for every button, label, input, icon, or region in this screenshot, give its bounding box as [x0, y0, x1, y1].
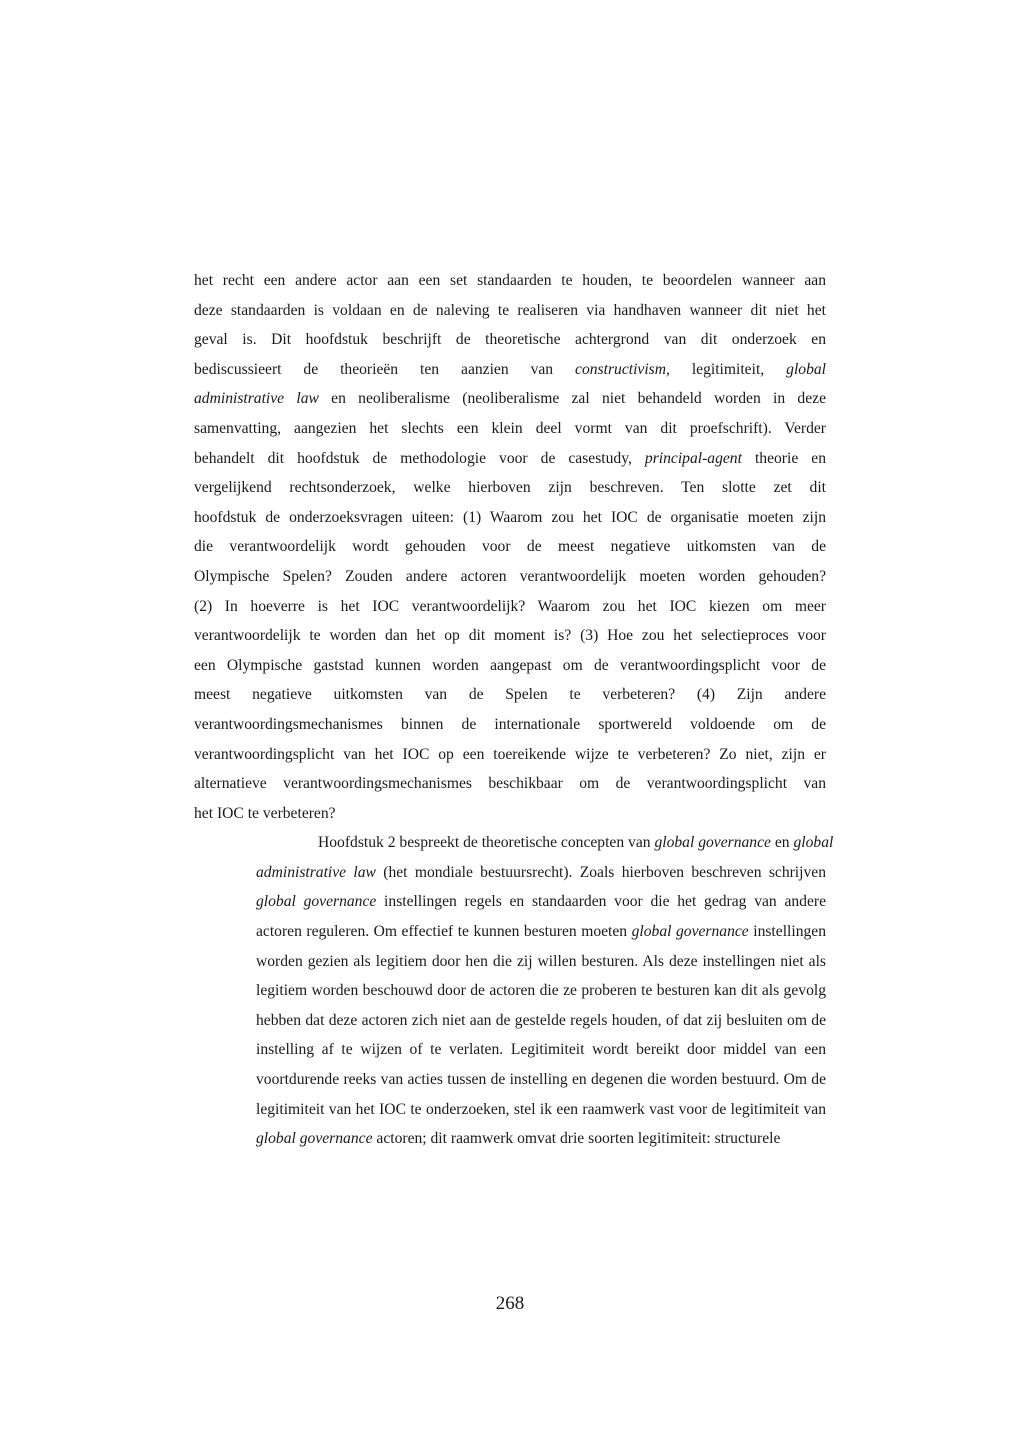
text-line	[194, 799, 826, 829]
text-line	[194, 503, 826, 533]
text-line	[194, 266, 826, 296]
italic-term: administrative law	[256, 863, 376, 881]
text-run: instelling af te wijzen of te verlaten. Legitimiteit wordt bereikt door middel van een	[256, 1041, 826, 1059]
text-line	[194, 858, 826, 888]
text-run: worden gezien als legitiem door hen die zij willen besturen. Als deze instellingen niet als	[256, 952, 826, 970]
text-run: actoren reguleren. Om effectief te kunnen besturen moeten	[256, 923, 632, 941]
text-line	[194, 887, 826, 917]
italic-term: global governance	[256, 893, 377, 911]
text-line	[194, 1006, 826, 1036]
text-run: geval is. Dit hoofdstuk beschrijft de theoretische achtergrond van dit onderzoek en	[194, 331, 826, 349]
text-run: behandelt dit hoofdstuk de methodologie voor de casestudy,	[194, 449, 645, 467]
text-run: (2) In hoeverre is het IOC verantwoordelijk? Waarom zou het IOC kiezen om meer	[194, 597, 826, 615]
italic-term: global governance	[631, 923, 749, 941]
text-line	[194, 355, 826, 385]
italic-term: principal-agent	[644, 449, 742, 467]
italic-term: administrative law	[194, 390, 319, 408]
text-line	[194, 562, 826, 592]
italic-term: global	[786, 360, 826, 378]
text-run: verantwoordingsmechanismes binnen de internationale sportwereld voldoende om de	[194, 715, 826, 733]
text-line	[194, 384, 826, 414]
text-run: verantwoordingsplicht van het IOC op een toereikende wijze te verbeteren? Zo niet, zijn er	[194, 745, 826, 763]
text-run: samenvatting, aangezien het slechts een klein deel vormt van dit proefschrift). Verder	[194, 419, 826, 437]
text-run: instellingen	[748, 923, 826, 941]
text-run: die verantwoordelijk wordt gehouden voor de meest negatieve uitkomsten van de	[194, 538, 826, 556]
page-number: 268	[495, 1293, 525, 1314]
text-run: legitimiteit van het IOC te onderzoeken, stel ik een raamwerk vast voor de legitimiteit van	[256, 1100, 826, 1118]
text-line	[194, 1095, 826, 1125]
text-line	[194, 532, 826, 562]
italic-term: global	[793, 834, 834, 852]
text-run: het recht een andere actor aan een set standaarden te houden, te beoordelen wanneer aan	[194, 272, 826, 289]
text-run: en	[770, 834, 794, 852]
text-run: een Olympische gaststad kunnen worden aangepast om de verantwoordingsplicht voor de	[194, 656, 826, 674]
text-line	[194, 651, 826, 681]
text-line	[194, 473, 826, 503]
text-line	[194, 592, 826, 622]
text-run: verantwoordelijk te worden dan het op dit moment is? (3) Hoe zou het selectieproces voor	[194, 627, 826, 645]
text-run: bediscussieert de theorieën ten aanzien van	[194, 360, 576, 378]
text-line	[194, 769, 826, 799]
text-line	[194, 917, 826, 947]
italic-term: ,	[760, 360, 765, 378]
text-run: het IOC te verbeteren?	[194, 804, 336, 822]
paragraph-chapter-1-summary	[194, 266, 826, 828]
text-run: theorie en	[741, 449, 826, 467]
text-run: voortdurende reeks van acties tussen de instelling en degenen die worden bestuurd. Om de	[256, 1071, 826, 1089]
text-run: vergelijkend rechtsonderzoek, welke hierboven zijn beschreven. Ten slotte zet dit	[194, 479, 826, 497]
text-run: (het mondiale bestuursrecht). Zoals hierboven beschreven schrijven	[375, 863, 826, 881]
text-line	[194, 1065, 826, 1095]
text-run: , legitimiteit	[666, 360, 761, 378]
text-line	[194, 828, 834, 858]
text-run: en neoliberalisme (neoliberalisme zal niet behandeld worden in deze	[318, 390, 826, 408]
text-run: Olympische Spelen? Zouden andere actoren verantwoordelijk moeten worden gehouden?	[194, 567, 826, 585]
text-run: instellingen regels en standaarden voor die het gedrag van andere	[376, 893, 826, 911]
text-line	[194, 325, 826, 355]
text-line	[194, 444, 826, 474]
text-run: Hoofdstuk 2 bespreekt de theoretische concepten van	[318, 834, 655, 852]
text-line	[194, 710, 826, 740]
text-run: deze standaarden is voldaan en de naleving te realiseren via handhaven wanneer dit niet het	[194, 301, 826, 319]
text-line	[194, 947, 826, 977]
paragraph-chapter-2-summary	[194, 828, 834, 1154]
text-run: meest negatieve uitkomsten van de Spelen te verbeteren? (4) Zijn andere	[194, 686, 826, 704]
text-line	[194, 414, 826, 444]
italic-term: global governance	[654, 834, 771, 852]
text-line	[194, 680, 826, 710]
italic-term: constructivism	[575, 360, 666, 378]
text-run: alternatieve verantwoordingsmechanismes beschikbaar om de verantwoordingsplicht van	[194, 775, 826, 793]
text-line	[194, 1124, 826, 1154]
body-text	[194, 266, 834, 1154]
text-line	[194, 740, 826, 770]
text-line	[194, 621, 826, 651]
text-run: hoofdstuk de onderzoeksvragen uiteen: (1) Waarom zou het IOC de organisatie moeten zijn	[194, 508, 826, 526]
italic-term: global governance	[256, 1130, 373, 1148]
text-line	[194, 976, 826, 1006]
text-run: actoren; dit raamwerk omvat drie soorten legitimiteit: structurele	[372, 1130, 781, 1148]
text-run	[764, 361, 786, 378]
text-line	[194, 296, 826, 326]
text-run: legitiem worden beschouwd door de actoren die ze proberen te besturen kan dit als gevolg	[256, 982, 826, 1000]
text-line	[194, 1035, 826, 1065]
text-run: hebben dat deze actoren zich niet aan de gestelde regels houden, of dat zij besluiten om de	[256, 1011, 826, 1029]
